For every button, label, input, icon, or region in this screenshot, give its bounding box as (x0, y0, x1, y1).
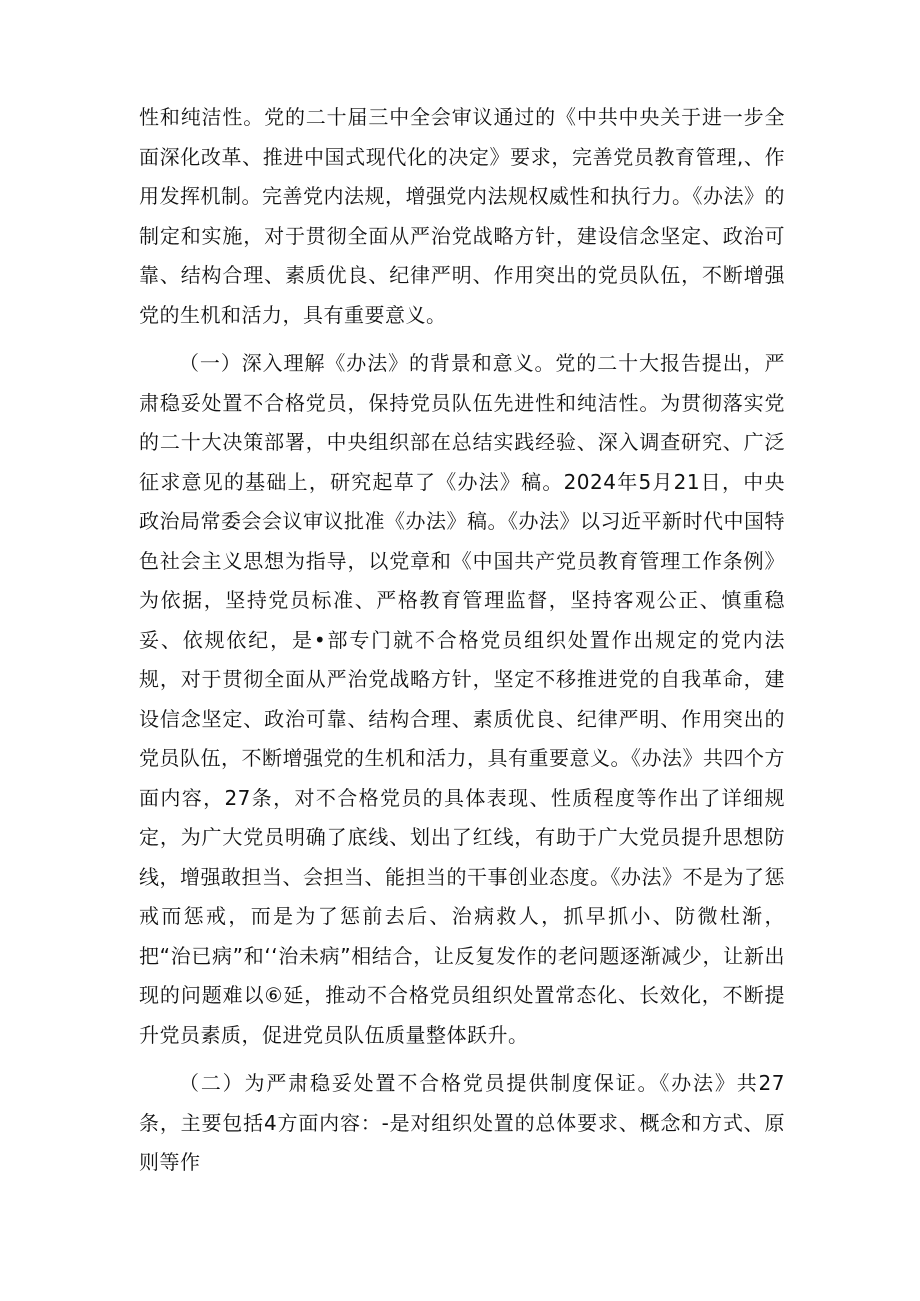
paragraph-1: 性和纯洁性。党的二十届三中全会审议通过的《中共中央关于进一步全面深化改革、推进中国式现代化的决定》要求，完善党员教育管理,、作用发挥机制。完善党内法规，增强党内法规权威性和执行力。《办法》的制定和实施，对于贯彻全面从严治党战略方针，建设信念坚定、政治可靠、结构合理、素质优良、纪律严明、作用突出的党员队伍，不断增强党的生机和活力，具有重要意义。 (139, 105, 785, 327)
paragraph-2: （一）深入理解《办法》的背景和意义。党的二十大报告提出，严肃稳妥处置不合格党员，保持党员队伍先进性和纯洁性。为贯彻落实党的二十大决策部署，中央组织部在总结实践经验、深入调查研究、广泛征求意见的基础上，研究起草了《办法》稿。2024年5月21日，中央政治局常委会会议审议批准《办法》稿。《办法》以习近平新时代中国特色社会主义思想为指导，以党章和《中国共产党员教育管理工作条例》为依据，坚持党员标准、严格教育管理监督，坚持客观公正、慎重稳妥、依规依纪，是•部专门就不合格党员组织处置作出规定的党内法规，对于贯彻全面从严治党战略方针，坚定不移推进党的自我革命，建设信念坚定、政治可靠、结构合理、素质优良、纪律严明、作用突出的党员队伍，不断增强党的生机和活力，具有重要意义。《办法》共四个方面内容，27条，对不合格党员的具体表现、性质程度等作出了详细规定，为广大党员明确了底线、划出了红线，有助于广大党员提升思想防线，增强敢担当、会担当、能担当的干事创业态度。《办法》不是为了惩戒而惩戒，而是为了惩前去后、治病救人，抓早抓小、防微杜渐，把“治已病”和‘‘治未病”相结合，让反复发作的老问题逐渐减少，让新出现的问题难以⑥延，推动不合格党员组织处置常态化、长效化，不断提升党员素质，促进党员队伍质量整体跃升。 (139, 351, 785, 1047)
document-body (139, 98, 785, 1192)
paragraph-3: （二）为严肃稳妥处置不合格党员提供制度保证。《办法》共27条，主要包括4方面内容：-是对组织处置的总体要求、概念和方式、原则等作 (139, 1071, 785, 1174)
